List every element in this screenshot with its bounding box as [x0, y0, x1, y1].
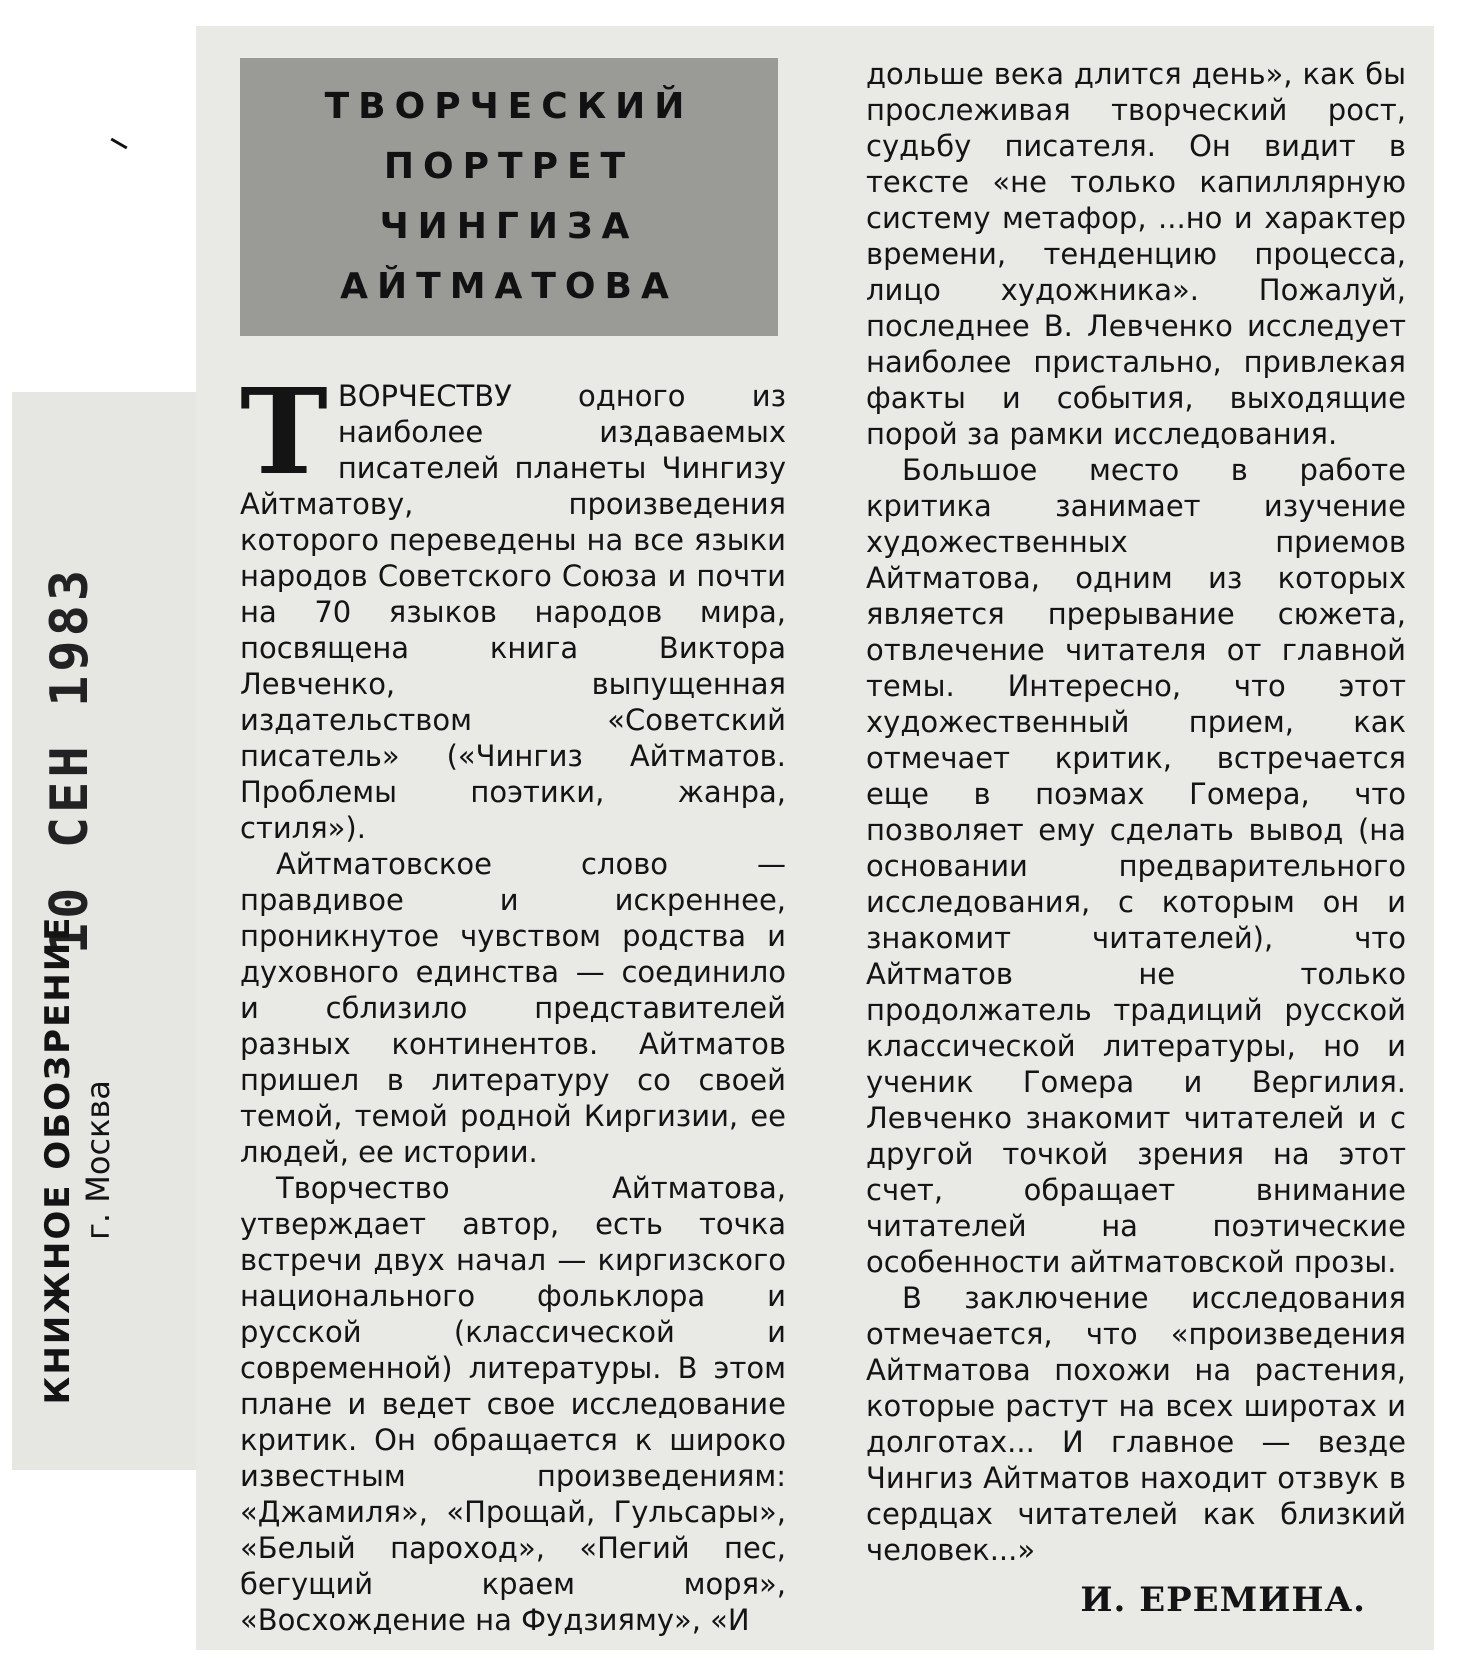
newspaper-city: г. Москва — [79, 1080, 117, 1240]
headline-line-2: ПОРТРЕТ — [383, 146, 635, 187]
headline-line-4: АЙТМАТОВА — [340, 266, 678, 307]
paragraph-1-text: ВОРЧЕСТВУ одного из наиболее издаваемых писателей планеты Чингизу Айтматову, произведения которого переведены на все языки народов Советского Союза и почти на 70 языков народов мира, посвящена книга Виктора Левченко, выпущенная издательством «Советский писатель» («Чингиз Айтматов. Проблемы поэтики, жанра, стиля»). — [240, 379, 786, 845]
headline-line-1: ТВОРЧЕСКИЙ — [324, 86, 694, 127]
paragraph-2: Айтматовское слово — правдивое и искреннее, проникнутое чувством родства и духовного единства — соединило и сблизило представителей разных континентов. Айтматов пришел в литературу со своей темой, темой родной Киргизии, ее людей, ее истории. — [240, 847, 786, 1169]
paragraph-5: Большое место в работе критика занимает изучение художественных приемов Айтматова, одним из которых является прерывание сюжета, отвлечение читателя от главной темы. Интересно, что этот художественный прием, как отмечает критик, встречается еще в поэмах Гомера, что позволяет ему сделать вывод (на основании предварительного исследования, с которым он и знакомит читателей), что Айтматов не только продолжатель традиций русской классической литературы, но и ученик Гомера и Вергилия. Левченко знакомит читателей и с другой точкой зрения на этот счет, обращает внимание читателей на поэтические особенности айтматовской прозы. — [866, 453, 1406, 1279]
headline-line-3: ЧИНГИЗА — [379, 206, 639, 247]
article-column-left — [240, 362, 786, 1638]
paragraph-1 — [240, 362, 786, 846]
paragraph-6: В заключение исследования отмечается, что «произведения Айтматова похожи на растения, которые растут на всех широтах и долготах... И главное — везде Чингиз Айтматов находит отзвук в сердцах читателей как близкий человек...» — [866, 1281, 1406, 1567]
paragraph-4: дольше века длится день», как бы прослеживая творческий рост, судьбу писателя. Он видит в тексте «не только капиллярную систему метафор, ...но и характер времени, тенденцию процесса, лицо художника». Пожалуй, последнее В. Левченко исследует наиболее пристально, привлекая факты и события, выходящие порой за рамки исследования. — [866, 57, 1406, 451]
article-column-right — [866, 56, 1406, 1568]
newspaper-name: КНИЖНОЕ ОБОЗРЕНИЕ — [38, 915, 78, 1405]
date-stamp: 10 СЕН 1983 — [40, 565, 100, 955]
dropcap: Т — [240, 362, 328, 501]
newspaper-source — [38, 916, 118, 1405]
headline-box — [240, 58, 778, 336]
author-signature: И. ЕРЕМИНА. — [1080, 1580, 1366, 1620]
scan-mark — [110, 138, 127, 150]
paragraph-3: Творчество Айтматова, утверждает автор, есть точка встречи двух начал — киргизского национального фольклора и русской (классической и современной) литературы. В этом плане и ведет свое исследование критик. Он обращается к широко известным произведениям: «Джамиля», «Прощай, Гульсары», «Белый пароход», «Пегий пес, бегущий краем моря», «Восхождение на Фудзияму», «И — [240, 1171, 786, 1637]
